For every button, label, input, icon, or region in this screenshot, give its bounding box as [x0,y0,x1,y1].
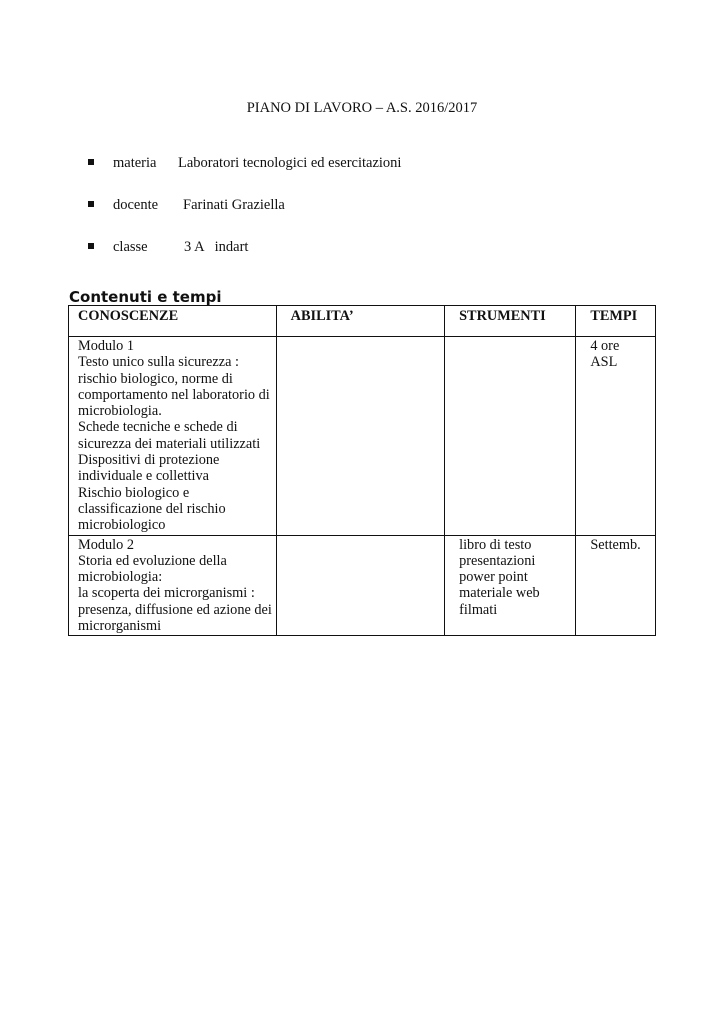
info-value: 3 A indart [184,239,249,255]
info-item-classe [88,238,588,256]
cell-line: ASL [590,354,618,371]
cell-line: libro di testo [459,536,532,553]
cell-abilita [276,535,444,636]
cell-strumenti [445,535,576,636]
cell-tempi [576,337,656,536]
info-value: Laboratori tecnologici ed esercitazioni [178,155,402,171]
cell-conoscenze [69,337,277,536]
info-item-materia [88,154,588,172]
bullet-icon [88,243,94,249]
cell-strumenti [445,337,576,536]
cell-line: 4 ore [590,338,620,354]
section-title: Contenuti e tempi [69,288,222,306]
cell-line: presenza, diffusione ed azione dei [78,601,272,618]
info-item-docente [88,196,588,214]
info-label: classe [113,239,148,255]
cell-line: microbiologico [78,517,166,534]
cell-line: Settemb. [590,536,641,553]
bullet-icon [88,201,94,207]
cell-line: Schede tecniche e schede di [78,419,238,436]
cell-line: Testo unico sulla sicurezza : [78,354,239,371]
cell-line: filmati [459,601,498,618]
cell-line: Modulo 1 [78,338,135,354]
cell-line: microrganismi [78,618,162,635]
cell-line: power point [459,569,528,586]
info-value: Farinati Graziella [183,197,285,213]
content-table [68,305,656,636]
cell-conoscenze [69,535,277,636]
cell-line: microbiologia: [78,569,163,586]
cell-line: presentazioni [459,552,536,569]
header-strumenti: STRUMENTI [445,306,576,337]
document-title: PIANO DI LAVORO – A.S. 2016/2017 [246,100,478,116]
cell-line: rischio biologico, norme di [78,370,233,387]
cell-line: Modulo 2 [78,536,135,553]
info-label: docente [113,197,159,213]
cell-tempi [576,535,656,636]
cell-line: Dispositivi di protezione [78,452,220,469]
cell-line: materiale web [459,585,540,602]
table-header-row [69,306,656,337]
bullet-icon [88,159,94,165]
cell-abilita [276,337,444,536]
cell-line: Rischio biologico e [78,484,190,501]
cell-line: individuale e collettiva [78,468,210,485]
cell-line: comportamento nel laboratorio di [78,386,270,403]
info-label: materia [113,155,157,171]
cell-line: classificazione del rischio [78,500,226,517]
cell-line: la scoperta dei microrganismi : [78,585,255,602]
cell-line: microbiologia. [78,403,162,420]
table-row [69,337,656,536]
cell-line: Storia ed evoluzione della [78,552,227,569]
table-row [69,535,656,636]
header-tempi: TEMPI [576,306,656,337]
header-abilita: ABILITA’ [276,306,444,337]
cell-line: sicurezza dei materiali utilizzati [78,435,261,452]
header-conoscenze: CONOSCENZE [69,306,277,337]
